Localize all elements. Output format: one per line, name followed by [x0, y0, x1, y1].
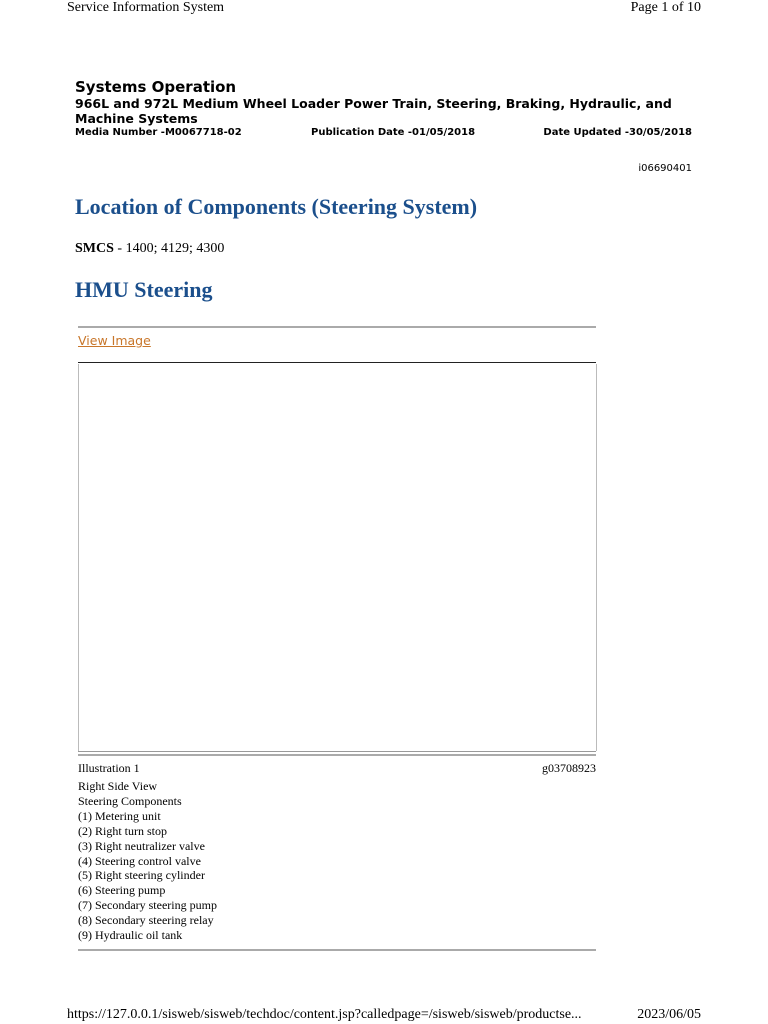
section-subheading: HMU Steering [75, 277, 213, 302]
illustration-label: Illustration 1 [78, 761, 140, 775]
section-heading: Location of Components (Steering System) [75, 194, 478, 219]
image-frame-bottom [78, 751, 596, 752]
caption-line: Steering Components [78, 793, 182, 808]
footer-date: 2023/06/05 [637, 1007, 701, 1022]
caption-line: (9) Hydraulic oil tank [78, 928, 183, 943]
media-number: Media Number -M0067718-02 [75, 127, 242, 138]
smcs-label: SMCS [75, 241, 114, 256]
caption-line: (3) Right neutralizer valve [78, 838, 205, 853]
document-title: Systems Operation [75, 78, 237, 96]
caption-line: (1) Metering unit [78, 808, 161, 823]
illustration-caption [78, 779, 217, 943]
image-frame-top [78, 362, 596, 363]
footer-url: https://127.0.0.1/sisweb/sisweb/techdoc/content.jsp?calledpage=/sisweb/sisweb/productse... [67, 1007, 582, 1022]
header-page-indicator: Page 1 of 10 [630, 0, 701, 15]
illustration-image [78, 364, 597, 751]
caption-line: (5) Right steering cylinder [78, 868, 205, 883]
header-system-name: Service Information System [67, 0, 225, 15]
date-updated: Date Updated -30/05/2018 [543, 127, 692, 138]
view-image-link[interactable]: View Image [78, 333, 151, 348]
caption-line: (8) Secondary steering relay [78, 913, 214, 928]
smcs-codes: - 1400; 4129; 4300 [113, 241, 225, 256]
caption-divider [78, 754, 596, 756]
document-subtitle: 966L and 972L Medium Wheel Loader Power Train, Steering, Braking, Hydraulic, and Machine Systems [75, 96, 672, 126]
caption-line: (4) Steering control valve [78, 853, 201, 868]
caption-line: (7) Secondary steering pump [78, 898, 217, 913]
illustration-code: g03708923 [542, 761, 596, 775]
publication-date: Publication Date -01/05/2018 [311, 127, 476, 138]
caption-line: (2) Right turn stop [78, 823, 167, 838]
caption-line: Right Side View [78, 779, 158, 793]
caption-line: (6) Steering pump [78, 883, 166, 898]
document-id: i06690401 [638, 163, 692, 174]
divider-top [78, 326, 596, 328]
smcs-line [75, 241, 224, 257]
divider-bottom [78, 949, 596, 951]
